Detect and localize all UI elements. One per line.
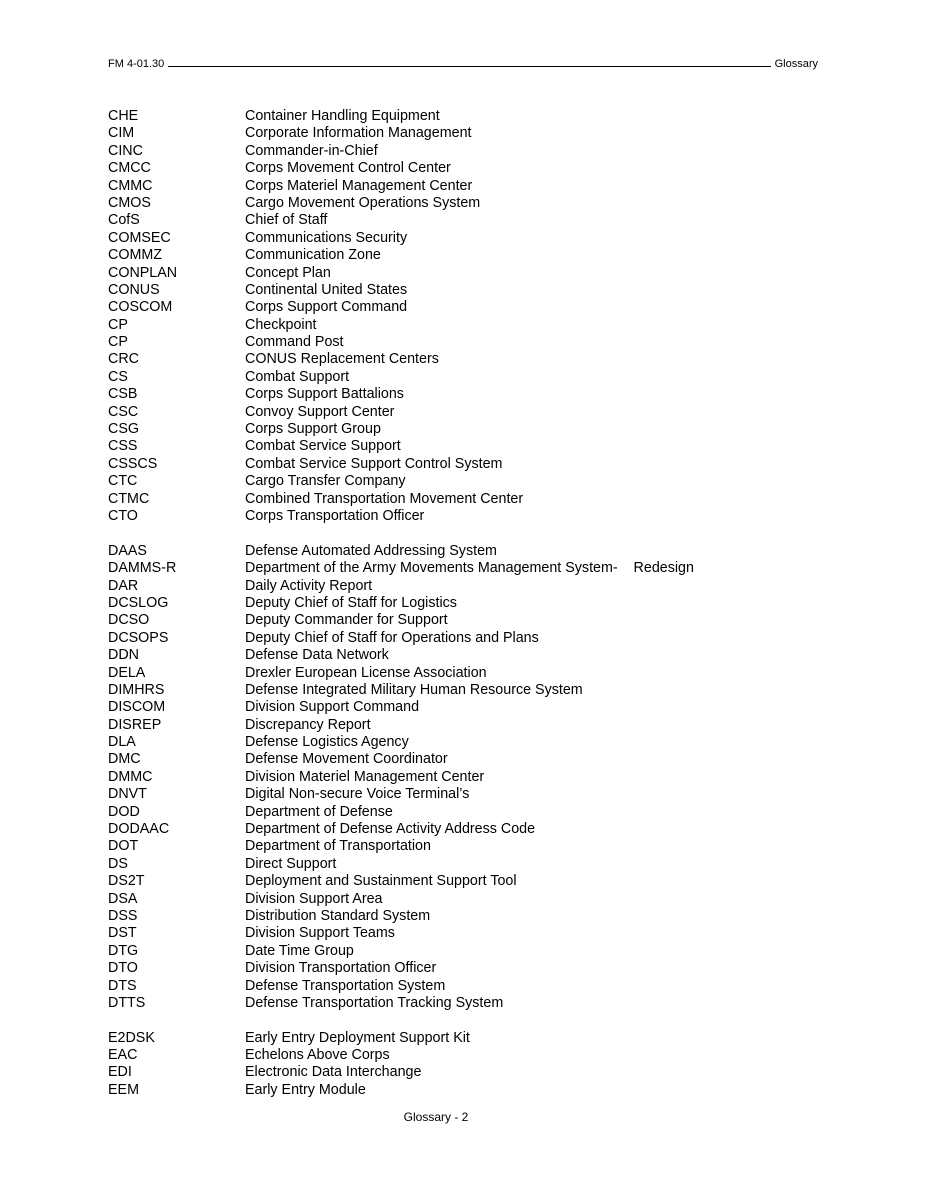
glossary-entry [108,995,808,1012]
glossary-entry [108,247,808,264]
entry-definition: Commander-in-Chief [245,142,378,159]
entry-definition: Department of Defense [245,803,393,820]
entry-definition: Deputy Chief of Staff for Logistics [245,594,457,611]
glossary-entry [108,1030,808,1047]
glossary-entry [108,351,808,368]
entry-definition: Corps Materiel Management Center [245,177,473,194]
entry-definition: Corps Support Group [245,421,381,438]
entry-definition: Division Support Command [245,699,420,716]
entry-definition: Command Post [245,334,344,351]
header-rule [168,66,770,67]
entry-definition: Direct Support [245,855,337,872]
entry-abbreviation: CSC [108,403,139,420]
entry-definition: Corps Support Command [245,299,408,316]
entry-abbreviation: CSG [108,421,139,438]
glossary-entry [108,682,808,699]
glossary-entry [108,665,808,682]
entry-abbreviation: CSSCS [108,455,158,472]
entry-definition: Deputy Commander for Support [245,612,448,629]
glossary-entry [108,1064,808,1081]
glossary-section-e [108,1030,808,1100]
entry-definition: Department of Transportation [245,838,431,855]
entry-abbreviation: DS [108,855,128,872]
entry-abbreviation: COMSEC [108,229,171,246]
entry-definition: Department of the Army Movements Management System- Redesign [245,560,694,577]
glossary-entry [108,838,808,855]
glossary-entry [108,438,808,455]
entry-definition: Chief of Staff [245,212,328,229]
glossary-entry [108,821,808,838]
glossary-entry [108,560,808,577]
entry-definition: Combat Service Support [245,438,401,455]
entry-abbreviation: DAR [108,577,139,594]
glossary-entry [108,421,808,438]
glossary-entry [108,125,808,142]
entry-abbreviation: DSA [108,890,138,907]
entry-abbreviation: CS [108,368,128,385]
glossary-entry [108,508,808,525]
glossary-entry [108,160,808,177]
entry-abbreviation: DCSOPS [108,629,169,646]
glossary-entry [108,734,808,751]
glossary-entry [108,404,808,421]
entry-definition: Continental United States [245,281,408,298]
entry-abbreviation: DSS [108,907,138,924]
entry-abbreviation: CTO [108,507,138,524]
entry-definition: Communication Zone [245,247,381,264]
entry-definition: Early Entry Module [245,1081,366,1098]
glossary-entry [108,1047,808,1064]
glossary-entry [108,960,808,977]
entry-abbreviation: COMMZ [108,247,162,264]
glossary-entry [108,334,808,351]
glossary-section-d [108,543,808,1013]
entry-definition: Defense Transportation Tracking System [245,994,504,1011]
entry-definition: Department of Defense Activity Address Code [245,821,536,838]
entry-definition: Combined Transportation Movement Center [245,490,524,507]
entry-definition: Convoy Support Center [245,403,395,420]
glossary-entry [108,630,808,647]
glossary-entry [108,612,808,629]
entry-abbreviation: DOT [108,838,139,855]
entry-abbreviation: DAMMS-R [108,560,177,577]
page-header [108,54,818,70]
entry-definition: Date Time Group [245,942,354,959]
entry-abbreviation: CONPLAN [108,264,178,281]
entry-abbreviation: DELA [108,664,146,681]
glossary-entry [108,908,808,925]
entry-abbreviation: DMMC [108,768,153,785]
glossary-entry [108,212,808,229]
page-number: Glossary - 2 [403,1110,469,1124]
entry-definition: Digital Non-secure Voice Terminal’s [245,786,470,803]
entry-abbreviation: DISREP [108,716,162,733]
entry-definition: Corps Transportation Officer [245,507,425,524]
entry-definition: Defense Movement Coordinator [245,751,448,768]
entry-abbreviation: CMCC [108,160,151,177]
entry-definition: Cargo Transfer Company [245,473,406,490]
glossary-entry [108,299,808,316]
entry-definition: Checkpoint [245,316,317,333]
entry-abbreviation: EDI [108,1064,132,1081]
entry-abbreviation: E2DSK [108,1029,155,1046]
glossary-entry [108,282,808,299]
entry-abbreviation: CONUS [108,281,160,298]
entry-definition: Defense Logistics Agency [245,734,409,751]
entry-abbreviation: DODAAC [108,821,170,838]
entry-abbreviation: DAAS [108,542,147,559]
entry-definition: Daily Activity Report [245,577,373,594]
glossary-entry [108,473,808,490]
entry-abbreviation: CTC [108,473,138,490]
entry-abbreviation: CP [108,334,128,351]
glossary-list [108,108,808,1117]
glossary-entry [108,386,808,403]
entry-abbreviation: CTMC [108,490,150,507]
glossary-entry [108,317,808,334]
entry-definition: CONUS Replacement Centers [245,351,439,368]
entry-definition: Corps Movement Control Center [245,160,451,177]
entry-definition: Discrepancy Report [245,716,371,733]
entry-abbreviation: DIMHRS [108,681,165,698]
glossary-entry [108,178,808,195]
glossary-entry [108,943,808,960]
glossary-entry [108,491,808,508]
entry-abbreviation: CMMC [108,177,153,194]
entry-definition: Early Entry Deployment Support Kit [245,1029,470,1046]
entry-abbreviation: EAC [108,1047,138,1064]
entry-abbreviation: DDN [108,647,139,664]
entry-definition: Distribution Standard System [245,907,431,924]
entry-abbreviation: CIM [108,125,135,142]
entry-abbreviation: DTTS [108,994,146,1011]
entry-definition: Defense Automated Addressing System [245,542,497,559]
glossary-entry [108,978,808,995]
glossary-entry [108,108,808,125]
glossary-entry [108,891,808,908]
entry-definition: Electronic Data Interchange [245,1064,422,1081]
entry-definition: Division Transportation Officer [245,960,437,977]
entry-definition: Corporate Information Management [245,125,472,142]
entry-abbreviation: CSB [108,386,138,403]
entry-abbreviation: DST [108,925,137,942]
entry-abbreviation: CSS [108,438,138,455]
glossary-entry [108,751,808,768]
entry-definition: Concept Plan [245,264,331,281]
entry-abbreviation: CRC [108,351,139,368]
glossary-entry [108,1082,808,1099]
entry-definition: Corps Support Battalions [245,386,404,403]
glossary-entry [108,786,808,803]
entry-abbreviation: DNVT [108,786,147,803]
glossary-entry [108,717,808,734]
glossary-entry [108,265,808,282]
glossary-entry [108,804,808,821]
entry-abbreviation: CHE [108,108,139,124]
entry-definition: Combat Service Support Control System [245,455,503,472]
entry-abbreviation: DOD [108,803,140,820]
entry-abbreviation: CMOS [108,194,151,211]
glossary-entry [108,925,808,942]
entry-definition: Drexler European License Association [245,664,487,681]
entry-definition: Defense Integrated Military Human Resource System [245,681,583,698]
entry-definition: Division Materiel Management Center [245,768,485,785]
glossary-entry [108,143,808,160]
entry-definition: Communications Security [245,229,408,246]
glossary-entry [108,873,808,890]
entry-abbreviation: DTO [108,960,138,977]
entry-definition: Defense Transportation System [245,977,446,994]
glossary-entry [108,543,808,560]
entry-abbreviation: DTS [108,977,137,994]
entry-definition: Cargo Movement Operations System [245,194,481,211]
glossary-entry [108,595,808,612]
entry-abbreviation: CofS [108,212,140,229]
glossary-entry [108,769,808,786]
glossary-entry [108,456,808,473]
glossary-entry [108,578,808,595]
entry-abbreviation: DS2T [108,873,145,890]
entry-abbreviation: CP [108,316,128,333]
section-title: Glossary [774,58,818,70]
glossary-entry [108,699,808,716]
entry-abbreviation: EEM [108,1081,139,1098]
glossary-entry [108,856,808,873]
entry-abbreviation: DLA [108,734,136,751]
glossary-entry [108,369,808,386]
entry-definition: Division Support Area [245,890,383,907]
entry-definition: Defense Data Network [245,647,389,664]
glossary-entry [108,647,808,664]
glossary-entry [108,195,808,212]
entry-definition: Echelons Above Corps [245,1047,390,1064]
entry-abbreviation: COSCOM [108,299,173,316]
entry-definition: Division Support Teams [245,925,395,942]
entry-abbreviation: DMC [108,751,141,768]
page-footer [0,1110,872,1124]
entry-abbreviation: CINC [108,142,143,159]
entry-definition: Deputy Chief of Staff for Operations and Plans [245,629,539,646]
entry-abbreviation: DCSLOG [108,594,169,611]
glossary-section-c [108,108,808,525]
entry-abbreviation: DCSO [108,612,150,629]
glossary-entry [108,230,808,247]
document-id: FM 4-01.30 [108,58,165,70]
entry-definition: Deployment and Sustainment Support Tool [245,873,517,890]
entry-abbreviation: DISCOM [108,699,166,716]
entry-abbreviation: DTG [108,942,139,959]
entry-definition: Combat Support [245,368,350,385]
entry-definition: Container Handling Equipment [245,108,440,124]
